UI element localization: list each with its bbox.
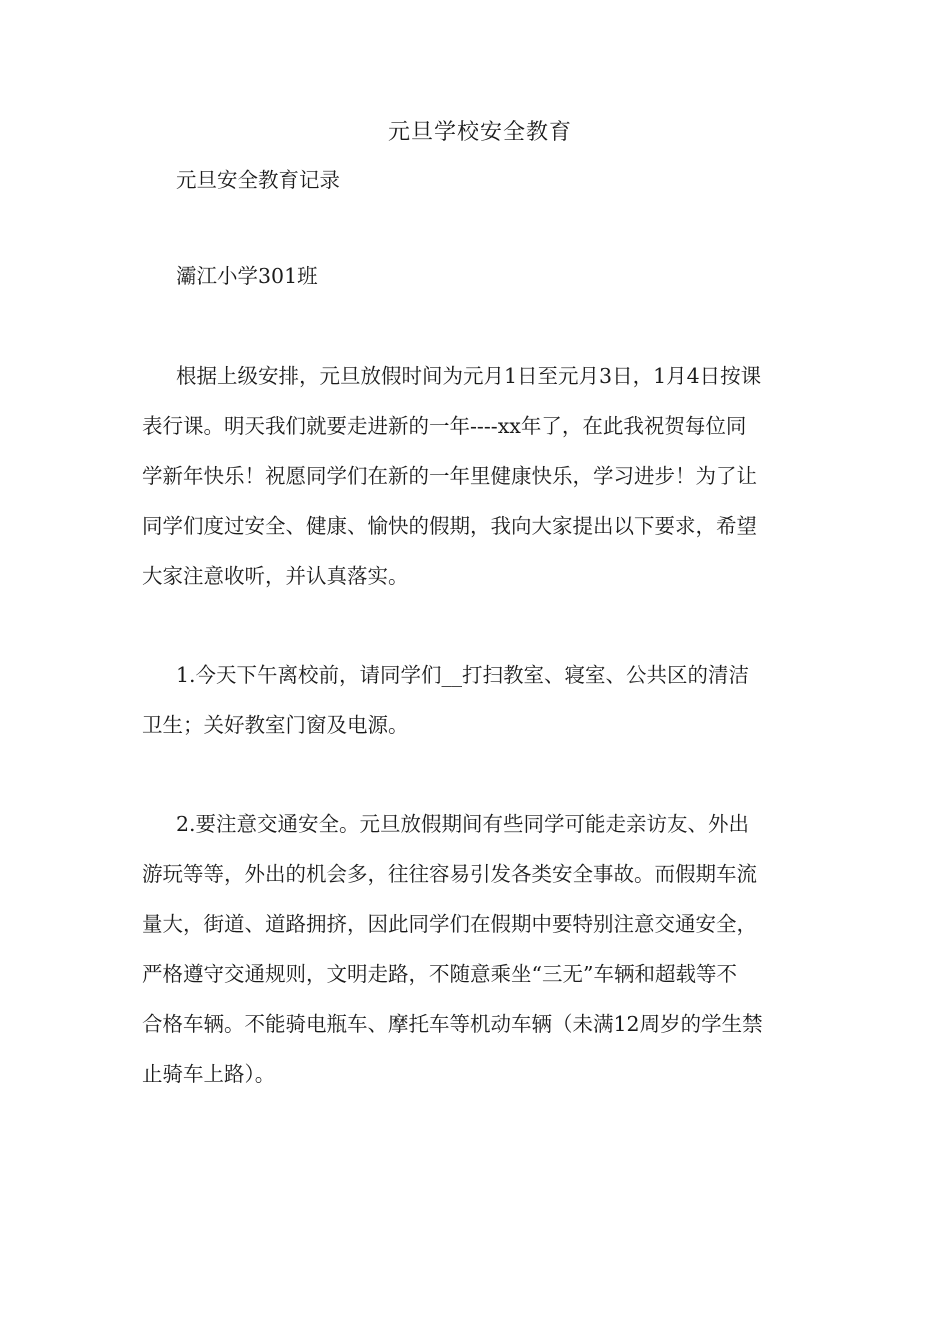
paragraph-3-line-4: 严格遵守交通规则，文明走路，不随意乘坐“三无”车辆和超载等不 <box>142 962 737 986</box>
paragraph-3-line-1: 2.要注意交通安全。元旦放假期间有些同学可能走亲访友、外出 <box>176 812 750 836</box>
school-class: 灞江小学301班 <box>176 264 318 288</box>
paragraph-1-line-4: 同学们度过安全、健康、愉快的假期，我向大家提出以下要求，希望 <box>142 514 757 538</box>
paragraph-3-line-6: 止骑车上路）。 <box>142 1062 276 1086</box>
document-title: 元旦学校安全教育 <box>387 120 572 145</box>
paragraph-2-line-1: 1.今天下午离校前，请同学们__打扫教室、寝室、公共区的清洁 <box>176 663 750 687</box>
paragraph-1-line-5: 大家注意收听，并认真落实。 <box>142 564 409 588</box>
paragraph-1-line-2: 表行课。明天我们就要走进新的一年----xx年了，在此我祝贺每位同 <box>142 414 747 438</box>
paragraph-1-line-1: 根据上级安排，元旦放假时间为元月1日至元月3日，1月4日按课 <box>176 364 762 388</box>
paragraph-1-line-3: 学新年快乐！祝愿同学们在新的一年里健康快乐，学习进步！为了让 <box>142 464 757 488</box>
paragraph-2-line-2: 卫生；关好教室门窗及电源。 <box>142 713 409 737</box>
paragraph-3-line-3: 量大，街道、道路拥挤，因此同学们在假期中要特别注意交通安全， <box>142 912 757 936</box>
paragraph-3-line-2: 游玩等等，外出的机会多，往往容易引发各类安全事故。而假期车流 <box>142 862 757 886</box>
document-subtitle: 元旦安全教育记录 <box>176 168 340 192</box>
paragraph-3-line-5: 合格车辆。不能骑电瓶车、摩托车等机动车辆（未满12周岁的学生禁 <box>142 1012 763 1036</box>
